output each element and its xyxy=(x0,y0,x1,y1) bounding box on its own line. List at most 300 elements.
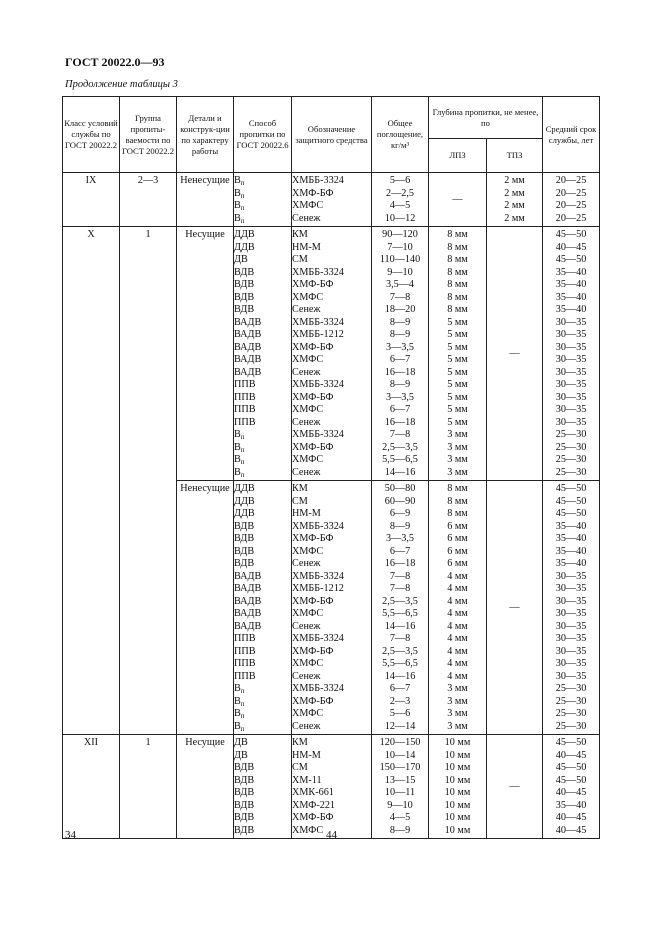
method-cell-line: ППВ xyxy=(234,670,256,682)
tpz-cell xyxy=(487,735,543,839)
life-cell-line: 30—35 xyxy=(555,391,587,403)
lpz-cell-line: 4 мм xyxy=(447,670,468,682)
absorption-cell-line: 5,5—6,5 xyxy=(382,658,418,669)
absorption-cell-line: 8—9 xyxy=(389,379,411,390)
life-cell xyxy=(543,735,600,839)
method-cell-line: ВДВ xyxy=(234,762,255,773)
lpz-cell xyxy=(429,735,487,839)
absorption-cell-line: 6—7 xyxy=(389,404,411,415)
lpz-cell-line: 3 мм xyxy=(447,683,468,694)
method-cell-line: ППВ xyxy=(234,391,256,403)
absorption-cell-line: 90—120 xyxy=(382,229,418,240)
absorption-cell-line: 6—9 xyxy=(389,508,411,519)
absorption-cell-line: 9—10 xyxy=(387,266,413,278)
parts-cell xyxy=(177,481,234,735)
lpz-cell-line: 8 мм xyxy=(447,279,468,290)
agent-cell-line: ХМФС xyxy=(292,658,324,669)
lpz-cell-line: 4 мм xyxy=(447,620,468,632)
life-cell-line: 30—35 xyxy=(555,329,587,340)
table-row xyxy=(63,227,600,481)
absorption-cell-line: 8—9 xyxy=(389,329,411,340)
absorption-cell-line: 60—90 xyxy=(384,495,416,507)
lpz-cell-line: 8 мм xyxy=(447,304,468,315)
agent-cell-line: КМ xyxy=(292,483,308,494)
agent-cell-line: ХМББ-3324 xyxy=(292,379,344,390)
lpz-cell-line: 5 мм xyxy=(447,341,468,353)
method-cell-line: $В_п$ xyxy=(234,200,245,212)
tpz-cell xyxy=(487,227,543,481)
agent-cell xyxy=(292,735,372,839)
life-cell-line: 35—40 xyxy=(555,266,587,278)
agent-cell-line: Сенеж xyxy=(292,466,321,478)
lpz-cell-line: 5 мм xyxy=(447,391,468,403)
life-cell-line: 30—35 xyxy=(555,341,587,353)
method-cell-line: ВДВ xyxy=(234,545,255,557)
life-cell-line: 25—30 xyxy=(555,429,587,440)
group-cell-value: 1 xyxy=(145,737,151,748)
life-cell-line: 45—50 xyxy=(555,483,587,494)
tpz-cell-line: 2 мм xyxy=(504,200,525,211)
agent-cell-line: Сенеж xyxy=(292,366,321,378)
method-cell-line: ДДВ xyxy=(234,483,255,494)
life-cell-line: 35—40 xyxy=(555,533,587,544)
lpz-cell-line: 5 мм xyxy=(447,416,468,428)
absorption-cell-line: 6—7 xyxy=(389,545,411,557)
life-cell-line: 30—35 xyxy=(555,316,587,328)
class-cell xyxy=(63,173,120,227)
group-cell xyxy=(120,227,177,735)
lpz-cell-line: 4 мм xyxy=(447,583,468,594)
group-cell-value: 1 xyxy=(145,229,151,240)
lpz-cell-line: 5 мм xyxy=(447,329,468,340)
method-cell-line: $В_п$ xyxy=(234,720,245,733)
method-cell xyxy=(234,173,292,227)
method-cell-line: $В_п$ xyxy=(234,175,245,187)
absorption-cell-line: 10—11 xyxy=(384,787,416,798)
lpz-cell-line: 8 мм xyxy=(447,229,468,240)
col-header-agent: Обозначение защитного средства xyxy=(292,97,372,173)
lpz-cell-line: 4 мм xyxy=(447,633,468,644)
agent-cell-line: ХМББ-3324 xyxy=(292,429,344,440)
agent-cell-line: КМ xyxy=(292,229,308,240)
life-cell-line: 30—35 xyxy=(555,595,587,607)
class-cell-value: X xyxy=(87,229,95,240)
absorption-cell-line: 8—9 xyxy=(389,520,411,532)
method-cell-line: ВАДВ xyxy=(234,366,262,378)
page-number-left: 34 xyxy=(65,829,76,841)
method-cell-line: ДДВ xyxy=(234,508,255,519)
lpz-cell xyxy=(429,173,487,227)
agent-cell-line: ХМФС xyxy=(292,200,324,211)
lpz-cell-line: 8 мм xyxy=(447,508,468,519)
class-cell-value: XII xyxy=(83,737,99,748)
col-header-depth: Глубина пропитки, не менее, по xyxy=(429,97,543,139)
method-cell-line: $В_п$ xyxy=(234,429,245,441)
method-cell-line: $В_п$ xyxy=(234,695,245,708)
absorption-cell-line: 6—7 xyxy=(389,683,411,694)
lpz-cell-line: 3 мм xyxy=(447,708,468,719)
absorption-cell xyxy=(372,173,429,227)
lpz-cell-line: 6 мм xyxy=(447,520,468,532)
life-cell-line: 40—45 xyxy=(555,241,587,253)
life-cell xyxy=(543,481,600,735)
life-cell-line: 25—30 xyxy=(555,695,587,707)
col-header-life: Средний срок службы, лет xyxy=(543,97,600,173)
standard-title: ГОСТ 20022.0—93 xyxy=(65,55,165,69)
lpz-cell-line: 3 мм xyxy=(447,441,468,453)
group-cell xyxy=(120,735,177,839)
absorption-cell-line: 5—6 xyxy=(389,175,411,186)
agent-cell-line: ХМФС xyxy=(292,354,324,365)
absorption-cell-line: 16—18 xyxy=(384,416,416,428)
table-continuation-label: Продолжение таблицы 3 xyxy=(65,79,178,90)
life-cell-line: 40—45 xyxy=(555,749,587,761)
col-header-tpz: ТПЗ xyxy=(487,139,543,173)
method-cell-line: ВДВ xyxy=(234,558,255,569)
agent-cell-line: ХМББ-3324 xyxy=(292,266,344,278)
method-cell-line: ДДВ xyxy=(234,241,255,253)
col-header-class: Класс условий службы по ГОСТ 20022.2 xyxy=(63,97,120,173)
absorption-cell-line: 7—8 xyxy=(389,583,411,594)
absorption-cell-line: 5,5—6,5 xyxy=(382,608,418,619)
life-cell-line: 45—50 xyxy=(555,254,587,265)
lpz-cell-line: 4 мм xyxy=(447,595,468,607)
agent-cell xyxy=(292,173,372,227)
agent-cell-line: ХМФС xyxy=(292,708,324,719)
life-cell-line: 45—50 xyxy=(555,737,587,748)
parts-cell xyxy=(177,735,234,839)
agent-cell-line: ХМББ-1212 xyxy=(292,329,344,340)
tpz-cell-line: 2 мм xyxy=(504,187,525,199)
life-cell-line: 30—35 xyxy=(555,633,587,644)
agent-cell-line: Сенеж xyxy=(292,670,321,682)
absorption-cell-line: 7—8 xyxy=(389,429,411,440)
method-cell xyxy=(234,735,292,839)
lpz-cell-line: 6 мм xyxy=(447,545,468,557)
agent-cell-line: НМ-М xyxy=(292,241,321,253)
lpz-cell-line: — xyxy=(452,193,463,205)
parts-cell-value: Несущие xyxy=(185,737,225,748)
method-cell-line: $В_п$ xyxy=(234,187,245,200)
lpz-cell-line: 10 мм xyxy=(444,812,471,823)
method-cell-line: ВАДВ xyxy=(234,608,262,619)
life-cell-line: 30—35 xyxy=(555,658,587,669)
class-cell-value: IX xyxy=(85,175,97,186)
lpz-cell-line: 5 мм xyxy=(447,316,468,328)
life-cell-line: 40—45 xyxy=(555,812,587,823)
method-cell-line: ВАДВ xyxy=(234,329,262,340)
life-cell-line: 25—30 xyxy=(555,441,587,453)
method-cell-line: $В_п$ xyxy=(234,708,245,720)
parts-cell xyxy=(177,173,234,227)
method-cell-line: ВАДВ xyxy=(234,570,262,582)
agent-cell-line: ХМФС xyxy=(292,824,324,836)
method-cell-line: ДВ xyxy=(234,737,248,748)
agent-cell-line: ХМФ-221 xyxy=(292,799,336,811)
col-header-lpz: ЛПЗ xyxy=(429,139,487,173)
life-cell-line: 30—35 xyxy=(555,620,587,632)
tpz-cell-line: 2 мм xyxy=(504,212,525,224)
absorption-cell-line: 14—16 xyxy=(384,620,416,632)
agent-cell-line: Сенеж xyxy=(292,720,321,732)
lpz-cell-line: 5 мм xyxy=(447,379,468,390)
lpz-cell-line: 10 мм xyxy=(444,762,471,773)
method-cell-line: ДДВ xyxy=(234,229,255,240)
agent-cell-line: Сенеж xyxy=(292,416,321,428)
absorption-cell-line: 10—12 xyxy=(384,212,416,224)
agent-cell-line: ХМББ-3324 xyxy=(292,633,344,644)
absorption-cell-line: 150—170 xyxy=(379,762,421,773)
agent-cell-line: НМ-М xyxy=(292,508,321,519)
absorption-cell xyxy=(372,227,429,481)
absorption-cell-line: 3—3,5 xyxy=(385,341,414,353)
life-cell-line: 30—35 xyxy=(555,608,587,619)
absorption-cell xyxy=(372,481,429,735)
agent-cell-line: Сенеж xyxy=(292,620,321,632)
method-cell-line: ВАДВ xyxy=(234,341,262,353)
method-cell-line: $В_п$ xyxy=(234,683,245,695)
tpz-cell xyxy=(487,481,543,735)
method-cell xyxy=(234,227,292,481)
agent-cell-line: СМ xyxy=(292,495,308,507)
absorption-cell-line: 3—3,5 xyxy=(385,391,414,403)
life-cell-line: 20—25 xyxy=(555,212,587,224)
method-cell-line: $В_п$ xyxy=(234,454,245,466)
life-cell-line: 45—50 xyxy=(555,762,587,773)
absorption-cell-line: 5,5—6,5 xyxy=(382,454,418,465)
absorption-cell-line: 2,5—3,5 xyxy=(382,645,418,657)
absorption-cell-line: 3—3,5 xyxy=(385,533,414,544)
lpz-cell-line: 8 мм xyxy=(447,291,468,303)
agent-cell-line: ХМФ-БФ xyxy=(292,341,334,353)
life-cell-line: 45—50 xyxy=(555,229,587,240)
lpz-cell-line: 8 мм xyxy=(447,483,468,494)
tpz-cell-line: — xyxy=(509,347,520,359)
absorption-cell-line: 2,5—3,5 xyxy=(382,595,418,607)
lpz-cell-line: 8 мм xyxy=(447,241,468,253)
absorption-cell-line: 6—7 xyxy=(389,354,411,365)
life-cell-line: 30—35 xyxy=(555,366,587,378)
class-cell xyxy=(63,735,120,839)
agent-cell-line: ХМФ-БФ xyxy=(292,279,334,290)
life-cell-line: 30—35 xyxy=(555,570,587,582)
table-row xyxy=(63,173,600,227)
agent-cell xyxy=(292,481,372,735)
life-cell-line: 25—30 xyxy=(555,720,587,732)
agent-cell-line: ХМФ-БФ xyxy=(292,812,334,823)
absorption-cell-line: 16—18 xyxy=(384,366,416,378)
absorption-cell-line: 13—15 xyxy=(384,774,416,786)
lpz-cell-line: 4 мм xyxy=(447,570,468,582)
agent-cell-line: ХМФ-БФ xyxy=(292,595,334,607)
col-header-group: Группа пропиты-ваемости по ГОСТ 20022.2 xyxy=(120,97,177,173)
method-cell-line: $В_п$ xyxy=(234,466,245,479)
lpz-cell-line: 4 мм xyxy=(447,645,468,657)
page-number-center: 44 xyxy=(326,829,337,841)
lpz-cell-line: 3 мм xyxy=(447,466,468,478)
parts-cell-value: Несущие xyxy=(185,229,225,240)
agent-cell-line: ХМФ-БФ xyxy=(292,645,334,657)
method-cell-line: ВДВ xyxy=(234,824,255,836)
life-cell-line: 45—50 xyxy=(555,495,587,507)
agent-cell xyxy=(292,227,372,481)
method-cell-line: ВДВ xyxy=(234,812,255,823)
method-cell-line: $В_п$ xyxy=(234,212,245,225)
agent-cell-line: ХМФ-БФ xyxy=(292,695,334,707)
life-cell-line: 25—30 xyxy=(555,466,587,478)
class-cell xyxy=(63,227,120,735)
method-cell-line: ВДВ xyxy=(234,279,255,290)
lpz-cell-line: 10 мм xyxy=(444,799,471,811)
absorption-cell-line: 18—20 xyxy=(384,304,416,315)
method-cell-line: ВДВ xyxy=(234,291,255,303)
lpz-cell-line: 10 мм xyxy=(444,787,471,798)
lpz-cell-line: 3 мм xyxy=(447,429,468,440)
absorption-cell-line: 8—9 xyxy=(389,316,411,328)
absorption-cell-line: 12—14 xyxy=(384,720,416,732)
agent-cell-line: ХМФС xyxy=(292,545,324,557)
absorption-cell-line: 120—150 xyxy=(379,737,421,748)
absorption-cell-line: 2—2,5 xyxy=(385,187,414,199)
method-cell-line: ВАДВ xyxy=(234,354,262,365)
agent-cell-line: ХМББ-1212 xyxy=(292,583,344,594)
agent-cell-line: ХМФС xyxy=(292,404,324,415)
lpz-cell-line: 5 мм xyxy=(447,354,468,365)
lpz-cell-line: 3 мм xyxy=(447,695,468,707)
col-header-method: Способ пропитки по ГОСТ 20022.6 xyxy=(234,97,292,173)
absorption-cell-line: 8—9 xyxy=(389,824,411,836)
method-cell-line: ППВ xyxy=(234,658,256,669)
life-cell-line: 30—35 xyxy=(555,416,587,428)
life-cell-line: 35—40 xyxy=(555,304,587,315)
tpz-cell xyxy=(487,173,543,227)
absorption-cell-line: 14—16 xyxy=(384,670,416,682)
absorption-cell-line: 14—16 xyxy=(384,466,416,478)
group-cell-value: 2—3 xyxy=(137,175,159,186)
absorption-cell-line: 7—10 xyxy=(387,241,413,253)
life-cell-line: 30—35 xyxy=(555,670,587,682)
absorption-cell-line: 9—10 xyxy=(387,799,413,811)
agent-cell-line: ХМББ-3324 xyxy=(292,520,344,532)
agent-cell-line: СМ xyxy=(292,762,308,773)
table-row xyxy=(63,735,600,839)
agent-cell-line: КМ xyxy=(292,737,308,748)
absorption-cell-line: 2—3 xyxy=(389,695,411,707)
method-cell-line: ДВ xyxy=(234,749,248,761)
lpz-cell-line: 10 мм xyxy=(444,774,471,786)
tpz-cell-line: — xyxy=(509,780,520,792)
parts-cell-value: Ненесущие xyxy=(180,175,230,186)
agent-cell-line: ХМББ-3324 xyxy=(292,570,344,582)
method-cell-line: ДВ xyxy=(234,254,248,265)
life-cell-line: 35—40 xyxy=(555,545,587,557)
parts-cell-value: Ненесущие xyxy=(180,483,230,494)
agent-cell-line: ХМББ-3324 xyxy=(292,316,344,328)
absorption-cell-line: 110—140 xyxy=(379,254,421,265)
method-cell-line: ВАДВ xyxy=(234,595,262,607)
method-cell-line: ППВ xyxy=(234,379,256,390)
agent-cell-line: ХМФС xyxy=(292,608,324,619)
tpz-cell-line: — xyxy=(509,601,520,613)
absorption-cell-line: 5—6 xyxy=(389,708,411,719)
col-header-parts: Детали и конструк-ции по характеру работы xyxy=(177,97,234,173)
agent-cell-line: ХМК-661 xyxy=(292,787,334,798)
absorption-cell-line: 7—8 xyxy=(389,291,411,303)
lpz-cell-line: 8 мм xyxy=(447,266,468,278)
lpz-cell-line: 5 мм xyxy=(447,366,468,378)
absorption-cell-line: 4—5 xyxy=(389,200,411,211)
agent-cell-line: СМ xyxy=(292,254,308,265)
life-cell-line: 30—35 xyxy=(555,583,587,594)
method-cell-line: ВАДВ xyxy=(234,316,262,328)
life-cell-line: 40—45 xyxy=(555,787,587,798)
method-cell-line: ДДВ xyxy=(234,495,255,507)
agent-cell-line: ХМФ-БФ xyxy=(292,187,334,199)
life-cell xyxy=(543,227,600,481)
life-cell-line: 20—25 xyxy=(555,187,587,199)
tpz-cell-line: 2 мм xyxy=(504,175,525,186)
agent-cell-line: ХМББ-3324 xyxy=(292,683,344,694)
method-cell-line: ВДВ xyxy=(234,520,255,532)
life-cell-line: 40—45 xyxy=(555,824,587,836)
impregnation-table xyxy=(62,96,600,839)
lpz-cell xyxy=(429,481,487,735)
lpz-cell-line: 3 мм xyxy=(447,720,468,732)
method-cell-line: ВДВ xyxy=(234,787,255,798)
lpz-cell-line: 5 мм xyxy=(447,404,468,415)
col-header-absorption: Общее поглощение, кг/м³ xyxy=(372,97,429,173)
life-cell-line: 35—40 xyxy=(555,558,587,569)
lpz-cell-line: 3 мм xyxy=(447,454,468,465)
life-cell-line: 30—35 xyxy=(555,645,587,657)
agent-cell-line: ХМФС xyxy=(292,291,324,303)
agent-cell-line: НМ-М xyxy=(292,749,321,761)
absorption-cell-line: 7—8 xyxy=(389,570,411,582)
lpz-cell-line: 10 мм xyxy=(444,749,471,761)
agent-cell-line: Сенеж xyxy=(292,558,321,569)
method-cell-line: ППВ xyxy=(234,645,256,657)
agent-cell-line: ХМ-11 xyxy=(292,774,322,786)
life-cell-line: 35—40 xyxy=(555,291,587,303)
life-cell-line: 20—25 xyxy=(555,200,587,211)
method-cell-line: ВДВ xyxy=(234,266,255,278)
agent-cell-line: Сенеж xyxy=(292,212,321,224)
life-cell-line: 45—50 xyxy=(555,774,587,786)
method-cell xyxy=(234,481,292,735)
method-cell-line: ППВ xyxy=(234,404,256,415)
life-cell-line: 35—40 xyxy=(555,279,587,290)
life-cell-line: 35—40 xyxy=(555,799,587,811)
life-cell-line: 25—30 xyxy=(555,454,587,465)
method-cell-line: ВДВ xyxy=(234,799,255,811)
absorption-cell-line: 10—14 xyxy=(384,749,416,761)
life-cell-line: 20—25 xyxy=(555,175,587,186)
method-cell-line: ВАДВ xyxy=(234,620,262,632)
method-cell-line: ППВ xyxy=(234,633,256,644)
lpz-cell-line: 10 мм xyxy=(444,737,471,748)
life-cell-line: 30—35 xyxy=(555,354,587,365)
lpz-cell-line: 10 мм xyxy=(444,824,471,836)
life-cell-line: 25—30 xyxy=(555,708,587,719)
absorption-cell-line: 50—80 xyxy=(384,483,416,494)
lpz-cell-line: 8 мм xyxy=(447,495,468,507)
life-cell-line: 30—35 xyxy=(555,404,587,415)
lpz-cell-line: 4 мм xyxy=(447,658,468,669)
method-cell-line: ППВ xyxy=(234,416,256,428)
absorption-cell-line: 16—18 xyxy=(384,558,416,569)
lpz-cell-line: 6 мм xyxy=(447,558,468,569)
method-cell-line: ВДВ xyxy=(234,304,255,315)
